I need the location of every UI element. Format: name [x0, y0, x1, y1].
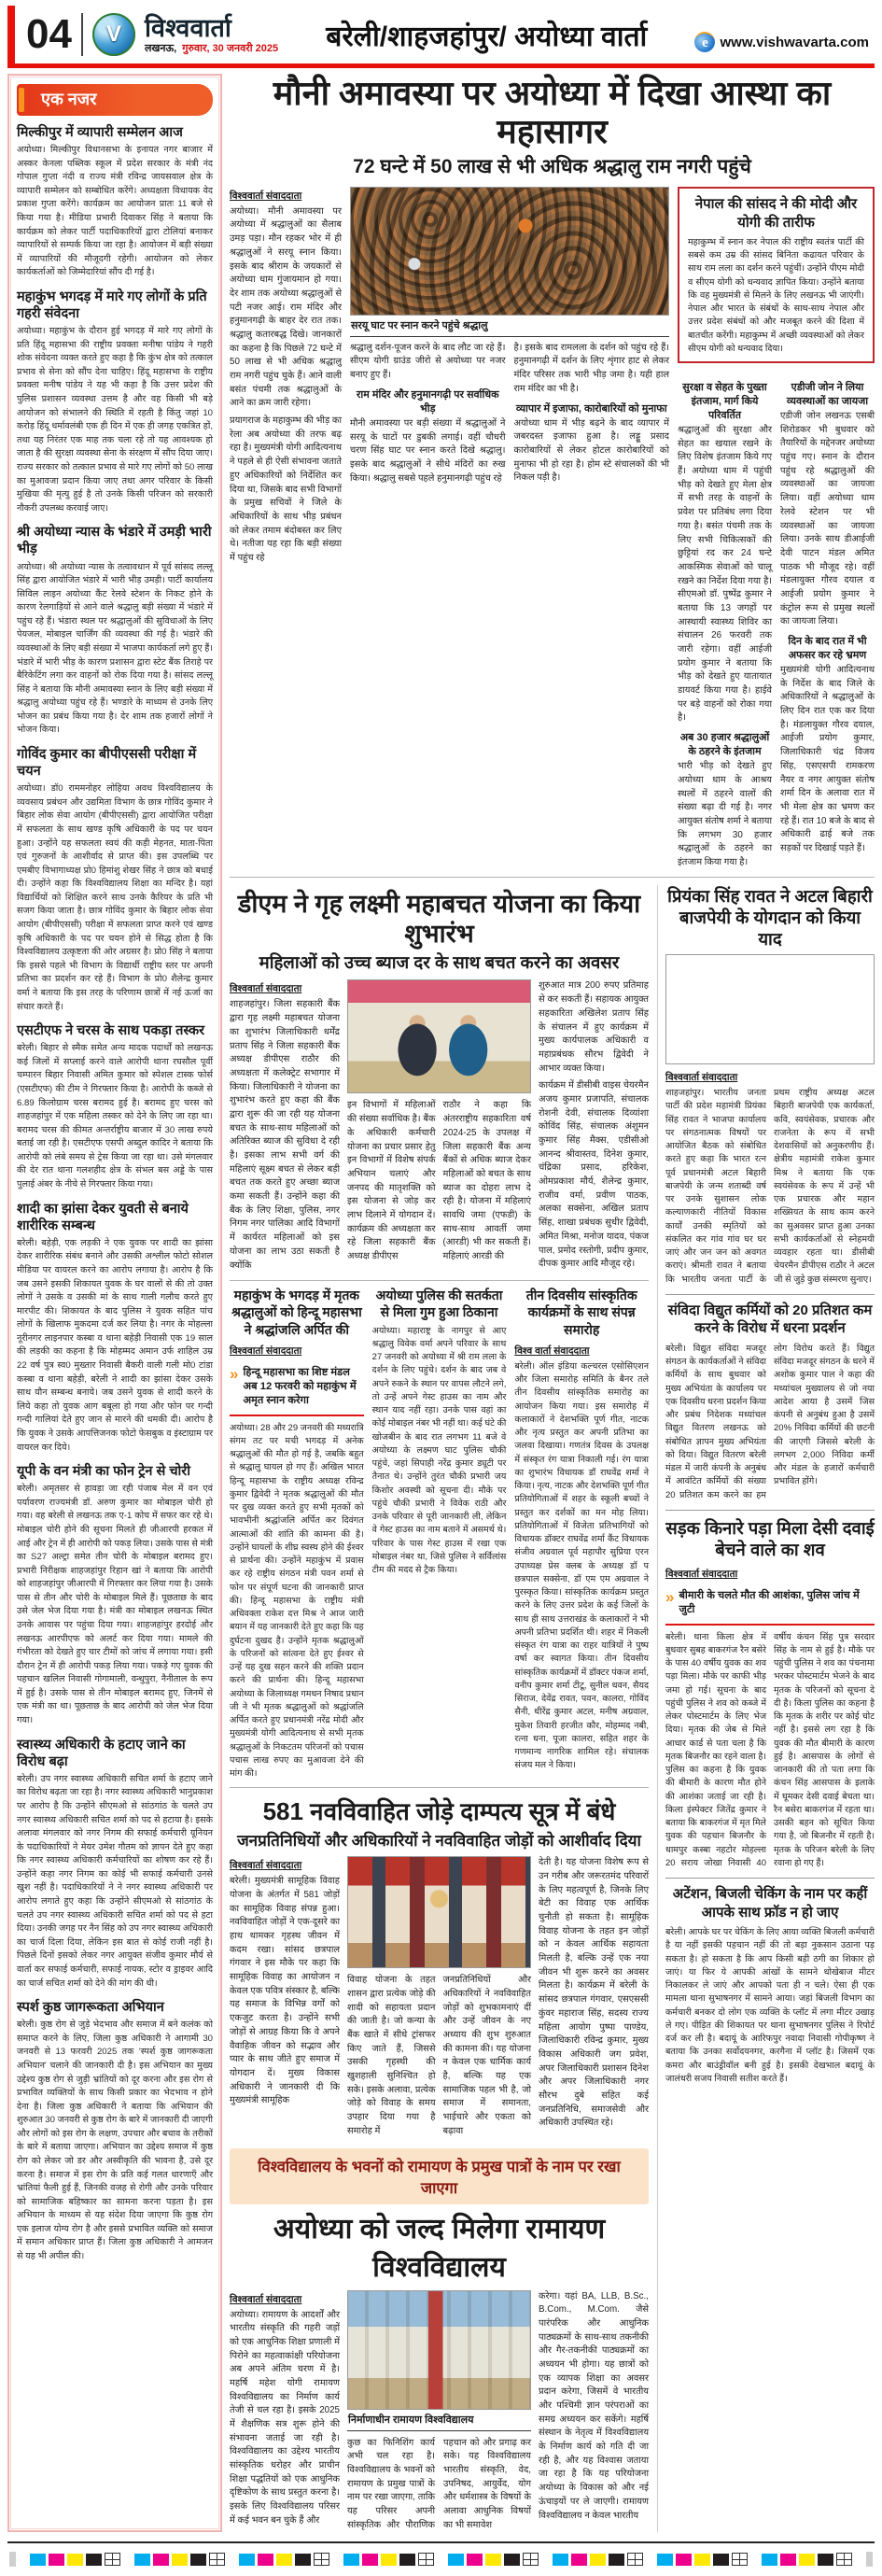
black-swatch [504, 2554, 520, 2566]
cyan-swatch [762, 2554, 777, 2566]
yellow-swatch [381, 2554, 397, 2566]
print-color-strip [7, 2541, 875, 2572]
roadside-body-article [665, 1517, 875, 1870]
mahakumbh-body: अयोध्या। 28 और 29 जनवरी की मध्यरात्रि संगम तट पर मची भगदड़ में अनेक श्रद्धालुओं की मौत हो गई है, जबकि बहुत से श्रद्धालु घायल हो गए हैं। अखिल भारत हिन्दू महासभा के राष्ट्रीय अध्यक्ष रविन्द्र कुमार द्विवेदी ने मृतक श्रद्धालुओं की मौत पर दुख व्यक्त करते हुए सभी मृतकों को भावभीनी श्रद्धांजलि अर्पित कर दिवंगत आत्माओं की शांति की कामना की है। उन्होंने घायलों के शीघ्र स्वस्थ होने की ईश्वर से प्रार्थना की। उन्होंने महाकुंभ में प्रवास कर रहे राष्ट्रीय संगठन मंत्री पवन शर्मा से फोन पर संपूर्ण घटना की जानकारी प्राप्त की। हिन्दू महासभा के राष्ट्रीय मंत्री अधिवक्ता राकेश दत्त मिश्र ने आज जारी बयान में यह जानकारी देते हुए कहा कि यह दुर्घटना दुखद है। उन्होंने मृतक श्रद्धालुओं के परिजनों को सांत्वना देते हुए ईश्वर से उन्हें यह दुख सहन करने की शक्ति प्रदान करने की प्रार्थना की। हिन्दू महासभा अयोध्या के जिलाध्यक्ष गमधन निषाद प्रधान जी ने भी मृतक श्रद्धालुओं को श्रद्धांजलि अर्पित करते हुए प्रधानमंत्री नरेंद्र मोदी और मुख्यमंत्री योगी आदित्यनाथ से सभी मृतक श्रद्धालुओं के निकटतम परिजनों को पचास पचास लाख रुपए का मुआवजा देने की मांग की। [230, 1422, 364, 1779]
sidebar-story-body: अयोध्या। मिल्कीपुर विधानसभा के इनायत नगर बाजार में अस्कर केनला पब्लिक स्कूल में प्रदेश सरकार के मंत्री नंद गोपाल गुप्ता नंदी व राज्य मंत्री रविन्द्र जायसवाल क्षेत्र के व्यापारी सम्मेलन को सम्बोधित करेंगे। अध्यक्षता विधायक वेद प्रकाश गुप्ता करेंगे। कार्यक्रम का आयोजन प्रातः 11 बजे से किया गया है। मीडिया प्रभारी दिवाकर सिंह ने बताया कि कार्यक्रम को लेकर पार्टी पदाधिकारियों द्वारा टोलियां बनाकर व्यापारियों से सम्पर्क किया जा रहा है। आयोजन में बड़ी संख्या में व्यापारियों की मौजूदगी रहेगी। आयोजन को लेकर कार्यकर्ताओं को जिम्मेदारियां सौंप दी गई है। [17, 145, 213, 278]
mahakumbh-pullquote-text: हिन्दू महासभा का शिष्ट मंडल अब 12 फरवरी को महाकुंभ में अमृत स्नान करेगा [243, 1366, 357, 1407]
strip-end-cap [9, 2552, 16, 2567]
lead-subhead-ram-mandir: राम मंदिर और हनुमानगढ़ी पर सर्वाधिक भीड़ [356, 388, 499, 415]
page-number: 04 [26, 11, 72, 57]
yellow-swatch [799, 2554, 815, 2566]
sidebar-story-body: बरेली। बिहार से स्मैक समेत अन्य मादक पदार्थों को लखनऊ कई जिलों में सप्लाई करने वाले आरोपी थाना रघसौल पूर्वी चम्पारन बिहार निवासी अमित कुमार को स्पेशल टास्क फोर्स (एसटीएफ) की टीम ने गिरफ्तार किया है। आरोपी के कब्जे से 6.89 किलोग्राम चरस बरामद हुई है। बरामद हुए चरस को शाहजहांपुर में एक महिला तस्कर को देने के लिए जा रहा था। बरामद चरस की कीमत अन्तर्राष्ट्रीय बाजार में 30 लाख रुपये बताई जा रही है। एसटीएफ एसपी अब्दुल कादिर ने बताया कि आरोपी को लंबे समय से ट्रेस किया जा रहा था। उसे मंगलवार की देर रात थाना गलशहीद क्षेत्र के संभल बस अड्डे के पास पुलाई अंबर के नीचे से गिरफ्तार किया गया। [17, 1043, 213, 1189]
samvida-headline: संविदा विद्युत कर्मियों को 20 प्रतिशत कम करने के विरोध में धरना प्रदर्शन [667, 1302, 873, 1337]
section-divider [230, 877, 875, 878]
sidebar-story [17, 124, 213, 280]
dateline-date: गुरुवार, 30 जनवरी 2025 [182, 42, 279, 54]
wedding-col-text: देती है। यह योजना विशेष रूप से उन गरीब और जरूरतमंद परिवारों के लिए महत्वपूर्ण है, जिनके लिए बेटी का विवाह एक आर्थिक चुनौती हो सकता है। सामूहिक विवाह योजना के तहत इन जोड़ों को न केवल आर्थिक सहायता मिलती है, बल्कि उन्हें एक नया जीवन भी शुरू करने का अवसर मिलता है। कार्यक्रम में बरेली के सांसद छत्रपाल गंगवार, एसएससी कुंवर महाराज सिंह, सदस्य राज्य महिला आयोग पुष्पा पाण्डेय, जिलाधिकारी रविन्द्र कुमार, मुख्य विकास अधिकारी जग प्रवेश, अपर जिलाधिकारी प्रशासन दिनेश और अपर जिलाधिकारी नगर सौरभ दुबे सहित कई जनप्रतिनिधि, समाजसेवी और अधिकारी उपस्थित रहे। [539, 1857, 649, 2129]
wedding-byline: विश्ववार्ता संवाददाता [230, 1860, 302, 1872]
cmyk-color-group [657, 2553, 748, 2566]
lead-col-text: भारी भीड़ को देखते हुए अयोध्या धाम के आश्रय स्थलों में ठहरने वालों की संख्या बढ़ा दी गई है। नगर आयुक्त संतोष शर्मा ने बताया कि लगभग 30 हजार श्रद्धालुओं के ठहरने का इंतजाम किया गया है। [678, 761, 772, 867]
priyanka-body: शाहजहांपुर। भारतीय जनता पार्टी की प्रदेश महामंत्री प्रियंका सिंह रावत ने भाजपा कार्यालय पर संगठनात्मक विषयों पर आयोजित बैठक को संबोधित करते हुए कहा कि भारत रत्न पूर्व प्रधानमंत्री अटल बिहारी बाजपेयी के जन्म शताब्दी वर्ष पर उनके सुशासन लोक कल्याणकारी नीतियों विकास कार्यों उनकी स्मृतियों को संकलित कर गांव गांव घर घर जाएं और जन जन को अवगत कराएं। श्रीमती रावत ने बताया कि भारतीय जनता पार्टी के प्रथम राष्ट्रीय अध्यक्ष अटल बिहारी बाजपेयी एक कार्यकर्ता, कवि, स्वयंसेवक, प्रचारक और राजनेता के रूप में सभी देशवासियों को अनुकरणीय हैं। क्षेत्रीय महामंत्री राकेश कुमार मिश्र ने बताया कि एक स्वयंसेवक के रूप में उन्हें भी एक प्रचारक और महान शख्सियत के साथ काम करने का सुअवसर प्राप्त हुआ उनका सभी कार्यकर्ताओं से स्नेहमयी व्यवहार रहता था। डीसीबी चेयरमैन डीपीएस राठौर ने अटल जी से जुड़े कुछ संस्मरण सुनाए। [665, 1088, 875, 1285]
rail-divider [665, 1294, 875, 1295]
black-swatch [86, 2554, 102, 2566]
registration-mark-icon [418, 2553, 434, 2566]
lead-headline: मौनी अमावस्या पर अयोध्या में दिखा आस्था का महासागर [273, 74, 832, 151]
sidebar-story-headline: एसटीएफ ने चरस के साथ पकड़ा तस्कर [17, 1023, 205, 1039]
strip-end-cap [866, 2552, 873, 2567]
dm-col-text: शुरुआत मात्र 200 रुपए प्रतिमाह से कर सकती हैं। सहायक आयुक्त सहकारिता अखिलेश प्रताप सिंह के संचालन में हुए कार्यक्रम में मुख्य कार्यपालक अधिकारी व महाप्रबंधक सौरभ द्विवेदी ने आभार व्यक्त किया। [539, 980, 649, 1074]
lead-col-text: श्रद्धालु दर्शन-पूजन करने के बाद लौट जा रहे हैं। सीएम योगी ग्राउंड जीरो से अयोध्या पर नजर बनाए हुए हैं। [350, 342, 506, 381]
sidebar-story-headline: मिल्कीपुर में व्यापारी सम्मेलन आज [17, 125, 183, 140]
dm-subheadline: महिलाओं को उच्च ब्याज दर के साथ बचत करने का अवसर [259, 952, 620, 973]
samvida-protest-article [665, 1302, 875, 1502]
brand-block [145, 15, 278, 54]
mahakumbh-byline: विश्ववार्ता संवाददाता [230, 1344, 302, 1357]
university-headline: अयोध्या को जल्द मिलेगा रामायण विश्वविद्यालय [273, 2213, 606, 2283]
electricity-fraud-article [665, 1885, 875, 2086]
yellow-swatch [172, 2554, 188, 2566]
yellow-swatch [694, 2554, 710, 2566]
dm-byline: विश्ववार्ता संवाददाता [230, 983, 302, 995]
cmyk-color-group [448, 2553, 539, 2566]
sidebar-story [17, 1463, 213, 1728]
mass-wedding-article [230, 1794, 649, 2138]
yellow-swatch [276, 2554, 292, 2566]
nepal-box-title: नेपाल की सांसद ने की मोदी और योगी की तारीफ [694, 195, 858, 231]
dm-col-text: इन विभागों में महिलाओं की संख्या सर्वाधिक है। बैंक के अधिकारी कर्मचारी योजना का प्रचार प्रसार हेतु इन विभागों में विशेष संपर्क अभियान चलाएं और जनपद की मातृशक्ति को इस योजना से जोड़ कर लाभ दिलाने में योगदान दें। कार्यक्रम की अध्यक्षता कर रहे जिला सहकारी बैंक अध्यक्ष डीपीएस [347, 1100, 436, 1261]
university-col-text: कुछ का फिनिशिंग कार्य अभी चल रहा है। विश्वविद्यालय के भवनों को रामायण के प्रमुख पात्रों के नाम पर रखा जाएगा, ताकि यह परिसर अपनी सांस्कृतिक और पौराणिक पहचान को और प्रगाढ़ कर सके। यह विश्वविद्यालय भारतीय संस्कृति, वेद, उपनिषद, आयुर्वेद, योग और धर्मशास्त्र के विषयों के अलावा आधुनिक विषयों का भी समावेश [347, 2437, 531, 2530]
sidebar-story [17, 1737, 213, 1992]
section-divider [230, 1787, 649, 1788]
cultural-festival-article [514, 1287, 649, 1781]
sidebar-story [17, 1201, 213, 1456]
rail-divider [665, 1510, 875, 1511]
logo-letter: V [105, 21, 121, 47]
lead-col-text: मौनी अमावस्या पर बड़ी संख्या में श्रद्धालुओं ने सरयू के घाटों पर डुबकी लगाई। वहीं चौधरी चरण सिंह घाट पर स्नान करते दिखे श्रद्धालु। इसके बाद श्रद्धालुओं ने सीधे मंदिरों का रुख किया। श्रद्धालु सबसे पहले हनुमानगढ़ी पहुंच रहे [350, 417, 506, 484]
black-swatch [818, 2554, 833, 2566]
university-strip-headline: विश्वविद्यालय के भवनों को रामायण के प्रमुख पात्रों के नाम पर रखा जाएगा [230, 2148, 649, 2204]
university-photo-caption: निर्माणाधीन रामायण विश्वविद्यालय [347, 2410, 531, 2431]
cultural-byline: विश्व वार्ता संवाददाता [514, 1344, 590, 1357]
cyan-swatch [657, 2554, 673, 2566]
samvida-body: बरेली। विद्युत संविदा मजदूर संगठन के कार्यकर्ताओं ने संविदा कर्मियों के साथ बुधवार को मुख्य अभियंता के कार्यालय पर एक दिवसीय धरना प्रदर्शन किया और प्रबंध निदेशक मध्यांचल विद्युत वितरण लखनऊ को संबोधित ज्ञापन मुख्य अभियंता को दिया। विद्युत वितरण बरेली मंडल में जारी कंपनी के अनुबंध में आवंटित कर्मियों की संख्या 20 प्रतिशत कम करने का हम लोग विरोध करते हैं। विद्युत संविदा मजदूर संगठन के धरने में अशोक कुमार पाल ने कहा की मध्यांचल मुख्यालय से जो नया आदेश आया है उसमें जिस कंपनी से अनुबंध हुआ है उसमें 20% निविदा कर्मियों की छटनी की जाएगी जिससे बरेली के लगभग 2,000 निविदा कर्मी और मंडल के हजारों कर्मचारी प्रभावित होंगे। [665, 1343, 875, 1500]
magenta-swatch [258, 2554, 273, 2566]
wedding-col-text: जनप्रतिनिधियों और अधिकारियों ने नवविवाहित जोड़ों को शुभकामनाएं दीं और उन्हें जीवन के नए अध्याय की शुभ शुरुआत की कामना की। यह योजना न केवल एक धार्मिक कार्य है, बल्कि यह एक सामाजिक पहल भी है, जो समाज में समानता, भाईचारे और एकता को बढ़ावा [442, 1975, 531, 2136]
university-col-text: अयोध्या। रामायण के आदर्शों और भारतीय संस्कृति की गहरी जड़ों को एक आधुनिक शिक्षा प्रणाली में पिरोने का महत्वाकांक्षी परियोजना अब अपने अंतिम चरण में है। महर्षि महेश योगी रामायण विश्वविद्यालय का निर्माण कार्य तेजी से चल रहा है। इसके 2025 में शैक्षणिक सत्र शुरू होने की संभावना जताई जा रही है। विश्वविद्यालय का उद्देश्य भारतीय सांस्कृतिक धरोहर और प्राचीन शिक्षा पद्धतियों को एक आधुनिक दृष्टिकोण के साथ प्रस्तुत करना है। इसके लिए विश्वविद्यालय परिसर में कई भवन बन चुके हैं और [230, 2309, 340, 2526]
lead-subhead-adg-zone: एडीजी जोन ने लिया व्यवस्थाओं का जायजा [786, 382, 869, 408]
dateline-city: लखनऊ, [144, 42, 177, 54]
lead-col-text: एडीजी जोन लखनऊ एसबी शिरोडकर भी बुधवार को तैयारियों के मद्देनजर अयोध्या पहुंच गए। स्नान के दौरान पहुंच रहे श्रद्धालुओं की व्यवस्थाओं का जायजा लिया। वहीं अयोध्या धाम रेलवे स्टेशन पर भी व्यवस्थाओं का जायजा लिया। उनके साथ डीआईजी देवी पाटन मंडल अमित पाठक भी मौजूद रहे। वहीं मंडलायुक्त गौरव दयाल व आईजी प्रयोग कुमार ने कंट्रोल रूम से प्रमुख स्थलों का जायजा लिया। [780, 411, 875, 627]
sidebar-story-headline: स्वास्थ्य अधिकारी के हटाए जाने का विरोध बढ़ा [17, 1737, 186, 1769]
masthead [7, 6, 875, 68]
mass-wedding-photo [347, 1856, 531, 1968]
shav-body: बरेली। थाना किला क्षेत्र में बुधवार सुबह बाकरगंज रैन बसेरे के पास 40 वर्षीय युवक का शव पड़ा मिला। मौके पर काफी भीड़ जमा हो गई। सूचना के बाद पहुंची पुलिस ने शव को कब्जे में लेकर पोस्टमार्टम के लिए भेज दिया। मृतक की जेब से मिले आधार कार्ड से पता चला है कि मृतक बिजनौर का रहने वाला है। पुलिस का कहना है कि युवक की बीमारी के कारण मौत होने की आशंका जताई जा रही है। किला इंस्पेक्टर जितेंद्र कुमार ने बताया कि बाकरगंज में मृत मिले युवक की पहचान बिजनौर के धामपुर कस्बा नहटोर मोहल्ला 20 सराय जोखा निवासी 40 वर्षीय कंचन सिंह पुत्र सरदार सिंह के नाम से हुई है। मौके पर पहुंची पुलिस ने शव का पंचनामा भरकर पोस्टमार्टम भेजने के बाद मृतक के परिजनों को सूचना दे दी है। किला पुलिस का कहना है कि मृतक के शरीर पर कोई चोट नहीं है। इससे लग रहा है कि युवक की मौत बीमारी के कारण हुई है। आसपास के लोगों से जानकारी की तो पता लगा कि कंचन सिंह आसपास के इलाके में घूमकर देसी दवाई बेचता था। रैन बसेरा बाकरगंज में रहता था। उसकी बहन को सूचित किया गया है, जो बिजनौर में रहती है। मृतक के परिजन बरेली के लिए रवाना हो गए हैं। [665, 1631, 875, 1868]
dateline [145, 43, 278, 54]
cultural-body: बरेली। ऑल इंडिया कल्चरल एसोसिएशन और जिला समारोह समिति के बैनर तले तीन दिवसीय सांस्कृतिक समारोह का आयोजन किया गया। इस समारोह में कलाकारों ने देशभक्ति पूर्ण गीत, नाटक और नृत्य प्रस्तुत कर अपनी प्रतिभा का जलवा दिखाया। गणतंत्र दिवस के उपलक्ष में संस्कृत रंग यात्रा निकाली गई। रंग यात्रा का शुभारंभ विधायक डॉ राघवेंद्र शर्मा ने किया। नृत्य, नाटक और देशभक्ति पूर्ण गीत प्रतियोगिताओं में शहर के स्कूली बच्चों ने प्रस्तुत कर दर्शकों का मन मोह लिया। प्रतियोगिताओं में विजेता प्रतिभागियों को विधायक डॉक्टर राघवेंद्र शर्मा कैंट विधायक संजीव अग्रवाल पूर्व महापौर सुप्रिया एरन उपाध्यक्ष प्रेस क्लब के अध्यक्ष डॉ प छत्रपाल सक्सेना, डॉ एम एम अग्रवाल ने पुरस्कृत किया। सांस्कृतिक कार्यक्रम प्रस्तुत करने के लिए उत्तर प्रदेश के कई जिलों के साथ ही साथ उत्तराखंड के कलाकारों ने भी अपनी प्रतिभा प्रदर्शित थी। शहर में निकली संस्कृत रंग यात्रा का राहर यात्रियों ने पुष्प वर्षा कर स्वागत किया। तीन दिवसीय सांस्कृतिक कार्यक्रमों में डॉक्टर पंकज शर्मा, वनीप कुमार शर्मा टीटू, सुनील धवन, सैयद सिराज, देवेंद्र रावत, पवन, कालरा, गोविंद सैनी, धीरेंद्र कुमार अटल, मनीष अग्रवाल, मुकेश तिवारी हरजीत कौर, मोहम्मद नबी, रत्ना धना, पूजा कालरा, सहित शहर के गणमान्य नागरिक शामिल रहे। संचालक संजय मल ने किया। [514, 1360, 650, 1771]
black-swatch [295, 2554, 311, 2566]
university-building-photo [347, 2290, 531, 2410]
sidebar-story-body: बरेली। कुष्ठ रोग से जुड़े भेदभाव और समाज में बने कलंक को समाप्त करने के लिए, जिला कुष्ठ अधिकारी ने आगामी 30 जनवरी से 13 फरवरी 2025 तक 'स्पर्श कुष्ठ जागरूकता अभियान' चलाने की जानकारी दी है। इस अभियान का मुख्य उद्देश्य कुष्ठ रोग से जुड़ी भ्रांतियों को दूर करना और इस रोग से प्रभावित व्यक्तियों के साथ किसी प्रकार का भेदभाव न होने देना है। जिला कुष्ठ अधिकारी ने बताया कि अभियान की शुरुआत 30 जनवरी से कुष्ठ रोग के बारे में जानकारी दी जाएगी और लोगों को इस रोग के लक्षण, उपचार और बचाव के तरीकों के बारे में बताया जाएगा। अभियान का उद्देश्य समाज में कुष्ठ रोग को लेकर जो डर और अस्वीकृति की भावना है, उसे दूर करना है। समाज में इस रोग के प्रति कई गलत धारणाएँ और भ्रांतियां फैली हुई हैं, जिनकी वजह से रोगी और उनके परिवार को सामाजिक बहिष्कार का सामना करना पड़ता है। इस अभियान के माध्यम से यह संदेश दिया जाएगा कि कुष्ठ रोग एक इलाज योग्य रोग है और इससे प्रभावित व्यक्ति को समाज में समान अधिकार प्राप्त हैं। जिला कुष्ठ अधिकारी ने आमजन से यह भी अपील की। [17, 2020, 213, 2262]
lead-byline: विश्ववार्ता संवाददाता [230, 190, 302, 202]
yellow-swatch [67, 2554, 83, 2566]
university-byline: विश्ववार्ता संवाददाता [230, 2293, 302, 2305]
lead-subhead-30-hazar: अब 30 हजार श्रद्धालुओं के ठहरने के इंतजाम [679, 732, 770, 758]
dm-col-text: शाहजहांपुर। जिला सहकारी बैंक द्वारा गृह लक्ष्मी महाबचत योजना का शुभारंभ जिलाधिकारी धर्मेंद्र प्रताप सिंह ने जिला सहकारी बैंक अध्यक्ष डीपीएस राठौर की अध्यक्षता में कलेक्ट्रेट सभागार में किया। जिलाधिकारी ने योजना का शुभारंभ करते हुए कहा की बैंक द्वारा शुरू की जा रही यह योजना बचत के साथ-साथ महिलाओं को अतिरिक्त ब्याज की सुविधा दे रही है। इसका लाभ सभी वर्ग की महिलाएं सूक्ष्म बचत से लेकर बड़ी बचत तक करते हुए अच्छा ब्याज कमा सकती हैं। उन्होंने कहा की बैंक के लिए शिक्षा, पुलिस, नगर निगम नगर पालिका आदि विभागों में कार्यरत महिलाओं को इस योजना का लाभ उठा सकती है क्योंकि [230, 999, 340, 1271]
lead-col-text: अयोध्या धाम में भीड़ बढ़ने के बाद व्यापार में जबरदस्त इजाफा हुआ है। लड्डू प्रसाद कारोबारियों से लेकर होटल कारोबारियों को मुनाफा भी हो रहा है। होम स्टे संचालकों की भी निकल पड़ी है। [513, 417, 669, 484]
sidebar-story [17, 1022, 213, 1191]
mahakumbh-tribute-article [230, 1287, 364, 1781]
website-link[interactable]: www.vishwavarta.com [720, 34, 869, 50]
masthead-divider [81, 13, 83, 56]
bjp-meeting-group-photo [665, 954, 875, 1064]
yellow-swatch [485, 2554, 501, 2566]
sidebar-story-body: अयोध्या। महाकुंभ के दौरान हुई भगदड़ में मारे गए लोगों के प्रति हिंदू महासभा की राष्ट्रीय प्रवक्ता मनीषा पांडेय ने गहरी शोक संवेदना व्यक्त करते हुए कहा है कि कुंभ क्षेत्र को तत्काल प्रभाव से सेना को सौंप देना चाहिए। हिंदू महासभा के राष्ट्रीय प्रवक्ता मनीष पांडेय ने यह भी कहा है कि उत्तर प्रदेश की पुलिस प्रशासन व्यवस्था उत्तम है और वह किसी भी बड़े आयोजन को संभालने की स्थिति में रहती है किंतु जहां 10 करोड़ हिंदू धर्मावलंबी एक ही दिन में एक ही जगह एकत्रित हों, तथा यह निरंतर एक माह तक चला रहे तो यह आवश्यक हो जाता है की सुरक्षा व्यवस्था सेना के संरक्षण में सौंप दिया जाए। राज्य सरकार को तत्काल प्रभाव से मारे गए लोगों को 50 लाख का मुआवजा प्रदान किया जाए तथा अगर परिवार के किसी मुखिया की मृत्यु हुई है तो उनके किसी परिजन को सरकारी नौकरी उपलब्ध करवाई जाए। [17, 326, 213, 514]
cyan-swatch [448, 2554, 464, 2566]
magenta-swatch [780, 2554, 796, 2566]
cmyk-color-group [762, 2553, 852, 2566]
priyanka-byline: विश्ववार्ता संवाददाता [665, 1072, 738, 1084]
shav-pullquote [665, 1587, 875, 1626]
magenta-swatch [571, 2554, 587, 2566]
nepal-box-body: महाकुम्भ में स्नान कर नेपाल की राष्ट्रीय स्वतंत्र पार्टी की सबसे कम उम्र की सांसद बिनिता कढायत परिवार के साथ राम लला का दर्शन करने पहुंचीं। उन्होंने पीएम मोदी व सीएम योगी को धन्यवाद ज्ञापित किया। उन्होंने बताया कि वह मुख्यमंत्री से मिलने के लिए लखनऊ भी जाएंगी। नेपाल और भारत के संबंधों के साथ-साथ नेपाल और उत्तर प्रदेश संबंधों को और मजबूत करने की दिशा में बातचीत करेंगी। महाकुम्भ में अच्छी व्यवस्थाओं को लेकर सीएम योगी को धन्यवाद दिया। [688, 236, 864, 354]
cultural-headline: तीन दिवसीय सांस्कृतिक कार्यक्रमों के साथ संपन्न समारोह [525, 1288, 637, 1337]
sidebar-story-body: बरेली। बहेड़ी, एक लड़की ने एक युवक पर शादी का झांसा देकर शारीरिक संबंध बनाने और उसकी अश्लील फोटो सोशल मीडिया पर वायरल करने का आरोप लगाया है। आरोप है कि जब उसने इसकी शिकायत युवक के घर वालों से की तो उक्त लोगों ने उसके व उसकी मां के साथ गाली गलौच करते हुए मारपीट की। शिकायत के बाद पुलिस ने युवक सहित पांच लोगों के खिलाफ मुकदमा दर्ज कर लिया है। नगर के मोहल्ला नूरीनगर लाइनपार कस्बा व थाना बहेड़ी निवासी एक 19 साल की लड़की का कहना है कि मोहम्मद अमान उर्फ शाहिल उम्र 22 वर्ष पुत्र स्व0 मुख्तार निवासी बैकरी वाली गली मो0 टांडा कस्बा व थाना बहेड़ी, बरेली ने शादी का झांसा देकर उसके साथ यौन सम्बन्ध बनाये। जब उसने युवक से शादी करने के लिये कहा तो युवक आग बबूला हो गया और फोन पर गन्दी गन्दी गालियां देते हुए जान से मारने की धमकी दी। आरोप है कि युवक ने उसके आपत्तिजनक फोटो फेसबुक व इंस्टाग्राम पर वायरल कर दिये। [17, 1237, 213, 1453]
brand-name: विश्ववार्ता [144, 14, 231, 43]
cmyk-color-group [239, 2553, 329, 2566]
priyanka-headline: प्रियंका सिंह रावत ने अटल बिहारी बाजपेयी के योगदान को किया याद [667, 885, 873, 949]
dm-yojana-article [230, 889, 649, 1274]
priyanka-rawat-article [665, 885, 875, 1287]
wedding-headline: 581 नवविवाहित जोड़े दाम्पत्य सूत्र में बंधे [262, 1797, 616, 1826]
sidebar-story-headline: श्री अयोध्या न्यास के भंडारे में उमड़ी भारी भीड़ [17, 525, 212, 557]
magenta-swatch [676, 2554, 692, 2566]
cyan-swatch [30, 2554, 46, 2566]
black-swatch [713, 2554, 729, 2566]
lead-subhead-vyapar: व्यापार में इजाफा, कारोबारियों को मुनाफा [515, 402, 667, 415]
globe-v-logo-icon [92, 13, 135, 56]
lead-subhead-suraksha: सुरक्षा व सेहत के पुख्ता इंतजाम, मार्ग किये परिवर्तित [682, 382, 767, 422]
website-block [694, 32, 869, 52]
magenta-swatch [49, 2554, 64, 2566]
sidebar-story-body: अयोध्या। श्री अयोध्या न्यास के तत्वावधान में पूर्व सांसद लल्लू सिंह द्वारा आयोजित भंडारे में भारी भीड़ उमड़ी। पार्टी कार्यालय सिविल लाइन अयोध्या कैंट रेलवे स्टेशन के निकट होने के कारण रेलगाड़ियों से आने वाले श्रद्धालु बड़ी संख्या में भंडारे में पहुंच रहे हैं। भंडारा स्थल पर श्रद्धालुओं की सुविधाओं के लिए पेयजल, मोबाइल चार्जिंग की व्यवस्था की गई है। भंडारे की व्यवस्थाओं के लिए बड़ी संख्या में भाजपा कार्यकर्ता लगे हुए हैं। भंडारे में भारी भीड़ के कारण प्रशासन द्वारा स्टेट बैंक तिराहे पर बैरिकेटिंग लगा कर वाहनों को रोक दिया गया है। सांसद लल्लू सिंह ने बताया कि मौनी अमावस्या स्नान के लिए बड़ी संख्या में श्रद्धालु अयोध्या पहुंच रहे हैं। भण्डारे के माध्यम से उनके लिए भोजन का प्रबंध किया गया है। देर शाम तक हजारों लोगों ने भोजन किया। [17, 561, 213, 736]
police-headline: अयोध्या पुलिस की सतर्कता से मिला गुम हुआ ठिकाना [375, 1288, 503, 1320]
magenta-swatch [362, 2554, 378, 2566]
black-swatch [190, 2554, 206, 2566]
black-swatch [609, 2554, 624, 2566]
registration-mark-icon [836, 2553, 852, 2566]
browser-e-icon: e [694, 32, 715, 52]
attention-body: बरेली। आपके घर पर चेकिंग के लिए आया व्यक्ति बिजली कर्मचारी है या नहीं इसकी पहचान नहीं की तो बड़ा नुकसान उठाना पड़ सकता है। हो सकता है कि आप किसी बड़ी ठगी का शिकार हो जाएं। या फिर ये आपकी आंखों के सामने धोखेबाज मीटर निकालकर ले जाएं और आपको पता ही न चले। ऐसा ही एक मामला थाना सुभाषनगर में सामने आया। जहां बिजली विभाग का कर्मचारी बनकर दो लोग एक व्यक्ति के प्लॉट में लगा मीटर उखाड़ ले गए। पीड़ित की शिकायत पर थाना सुभाषनगर पुलिस ने रिपोर्ट दर्ज कर ली है। बदायूं के आरिफपुर नवादा निवासी गोपीकृष्ण ने बताया कि उनका सर्वोदयनगर, करगैना में प्लॉट है। जिसमें एक कमरा और बाउंड्रीवॉल बनी हुई है। इसकी देखभाल बदायूं के जालंधरी सजय निवासी सतीश करते हैं। [665, 1927, 875, 2084]
registration-mark-icon [105, 2553, 120, 2566]
sidebar-story [17, 746, 213, 1014]
lead-intro-2: प्रयागराज के महाकुम्भ की भीड़ का रेला अब अयोध्या की तरफ बढ़ रहा है। मुख्यमंत्री योगी आदित्यनाथ ने पहले से ही ऐसी संभावना जताते हुए अधिकारियों को निर्देशित कर दिया था, जिसके बाद सभी विभागों के प्रमुख सचिवों ने जिले के अधिकारियों के साथ भीड़ प्रबंधन को लेकर तमाम बंदोबस्त कर लिए थे। नतीजा यह रहा कि बड़ी संख्या में पहुंच रहे [230, 415, 342, 563]
sidebar-story-body: बरेली। उप नगर स्वास्थ्य अधिकारी सचित शर्मा के हटाए जाने का विरोध बढ़ता जा रहा है। नगर स्वास्थ्य अधिकारी भानुप्रकाश पर आरोप है कि उन्होंने सीएमओ से सांठगांठ के चलते उप नगर स्वास्थ्य अधिकारी सचित शर्मा को पद से हटाया है। इसके अलावा मंगलवार को नगर निगम की सफाई कर्मचारी यूनियन के पदाधिकारियों ने मेयर उमेश गौतम को ज्ञापन देते हुए कहा कि नगर स्वास्थ्य अधिकारी कर्मचारियों का शोषण कर रहे हैं। उन्होंने कहा नगर निगम का कोई भी सफाई कर्मचारी उनसे खुश नहीं है। पदाधिकारियों ने ने नगर स्वास्थ्य अधिकारी पर आरोप लगाते हुए कहा कि उन्होंने सीएमओ से सांठगांठ के चलते उप नगर स्वास्थ्य अधिकारी सचित शर्मा को पद से हटा दिया। उनकी जगह पर नैन सिंह को उप नगर स्वास्थ्य अधिकारी का चार्ज दिला दिया, लेकिन इस बात से कोई राजी नहीं है। पिछले दिनों इसको लेकर नगर आयुक्त संजीव कुमार मौर्य से वार्ता कर सफाई कर्मचारी, सफाई नायक, स्टोर व ड्राइवर आदि का चार्ज सचित शर्मा को देने की मांग की थी। [17, 1773, 214, 1989]
registration-mark-icon [732, 2553, 748, 2566]
sidebar-story [17, 289, 213, 515]
cmyk-color-group [30, 2553, 120, 2566]
lead-col-text: मुख्यमंत्री योगी आदित्यनाथ के निर्देश के बाद जिले के अधिकारियों ने श्रद्धालुओं के लिए दिन रात एक कर दिया है। मंडलायुक्त गौरव दयाल, आईजी प्रयोग कुमार, जिलाधिकारी चंद्र विजय सिंह, एसएसपी रामकरण नैयर व नगर आयुक्त संतोष शर्मा दिन के अलावा रात में भी मेला क्षेत्र का भ्रमण कर रहे हैं। रात 10 बजे के बाद से अधिकारी ढाई बजे तक सड़कों पर दिखाई पड़ते हैं। [780, 665, 875, 853]
sidebar-story-headline: स्पर्श कुष्ठ जागरूकता अभियान [17, 2000, 164, 2016]
cmyk-color-group [134, 2553, 225, 2566]
sidebar-story-body: अयोध्या। डॉ0 राममनोहर लोहिया अवध विश्वविद्यालय के व्यवसाय प्रबंधन और उद्यमिता विभाग के छात्र गोविंद कुमार ने बिहार लोक सेवा आयोग (बीपीएससी) द्वारा आयोजित परीक्षा में सफलता के साथ खण्ड कृषि अधिकारी के पद पर चयन हुआ। उन्होंने यह सफलता स्वयं की कड़ी मेहनत, माता-पिता एवं गुरुजनों के आशीर्वाद से प्राप्त की। इस उपलब्धि पर एमबीए विभागाध्यक्ष प्रो0 हिमांशु शेखर सिंह ने छात्र को बधाई दी। उन्होंने कहा कि विश्वविद्यालय शिक्षा का मन्दिर है। यहां विद्यार्थियों को शिक्षित करने साथ उनके कैरियर के प्रति भी सजग किया जाता है। छात्र गोविंद कुमार के बिहार लोक सेवा आयोग (बीपीएससी) परीक्षा में सफलता प्राप्त करने एवं खण्ड कृषि अधिकारी के पद पर चयन होने से सिद्ध होता है कि विश्वविद्यालय उत्कृष्टता की ओर अग्रसर है। प्रो0 सिंह ने बताया कि इससे पहले भी विभाग के विद्यार्थी राष्ट्रीय स्तर पर अपनी प्रतिभा का प्रदर्शन कर रहे हैं। विभाग के प्रो0 शैलेन्द्र कुमार वर्मा ने बताया कि इस तरह के परिणाम छात्रों में नई ऊर्जा का संचार करते हैं। [17, 783, 213, 1012]
dm-attendees-text: कार्यक्रम में डीसीबी वाइस चेयरमैन अजय कुमार प्रजापति, संचालक रोशनी देवी, संचालक दिव्यांशा कोविंद सिंह, संचालक अंशुमन कुमार सिंह मैक्स, एडीसीओ आनन्द श्रीवास्तव, दिनेश कुमार, चंद्रिका प्रसाद, हरिकेश, ओमप्रकाश मौर्य, शैलेन्द्र कुमार, राजीव वर्मा, प्रवीण पाठक, अलका सक्सेना, अखिल प्रताप सिंह, शाखा प्रबंधक सुधीर द्विवेदी, अमित मिश्रा, मनोज यादव, पंकज पाल, प्रमोद रस्तोगी, प्रदीप कुमार, दीपक कुमार आदि मौजूद रहे। [539, 1080, 649, 1270]
registration-mark-icon [314, 2553, 329, 2566]
sidebar-story [17, 1999, 213, 2264]
registration-mark-icon [523, 2553, 539, 2566]
police-body: अयोध्या। महाराष्ट्र के नागपुर से आए श्रद्धालु विवेक वर्मा अपने परिवार के साथ 27 जनवरी को अयोध्या में श्री राम लला के दर्शन के लिए पहुंचे। दर्शन के बाद जब वे अपने रुकने के स्थान पर वापस लौटने लगे, तो उन्हें अपने गेस्ट हाउस का नाम और स्थान याद नहीं रहा। उनके पास वहां का कोई मोबाइल नंबर भी नहीं था। कई घंटे की खोजबीन के बाद रात लगभग 11 बजे वे अयोध्या के लक्ष्मण घाट पुलिस चौकी पहुंचे, जहां सिपाही नरेंद्र कुमार ड्यूटी पर तैनात थे। उन्होंने तुरंत चौकी प्रभारी जय किशोर अवस्थी को सूचना दी। मौके पर पहुंचे चौकी प्रभारी ने विवेक राठी और उनके परिवार से पूरी जानकारी ली, लेकिन वे गेस्ट हाउस का नाम बताने में असमर्थ थे। परिवार के पास गेस्ट हाउस में रखा एक मोबाइल नंबर था, जिसे पुलिस ने सर्विलांस टीम की मदद से ट्रैक किया। [371, 1325, 507, 1576]
lead-col-text: श्रद्धालुओं की सुरक्षा और सेहत का खयाल रखने के लिए विशेष इंतजाम किये गए हैं। अयोध्या धाम में पहुंची भीड़ को देखते हुए मेला क्षेत्र में सभी तरह के वाहनों के प्रवेश पर प्रतिबंध लगा दिया गया है। बसंत पंचमी तक के लिए सभी चिकित्सकों की छुट्टियां रद कर 24 घन्टे आकस्मिक सेवाओं को चालू रखने का निर्देश दिया गया है। सीएमओ डॉ. पुष्पेंद्र कुमार ने बताया कि 13 जगहों पर आस्थायी स्वास्थ्य शिविर का संचालन 26 फरवरी तक जारी रहेगा। वहीं आईजी प्रयोग कुमार ने बताया कि भीड़ को देखते हुए यातायात डायवर्ट किया गया है। हाईवे पर बड़े वाहनों को रोका गया है। [678, 425, 772, 724]
lead-article [230, 74, 875, 870]
sidebar-story-headline: शादी का झांसा देकर युवती से बनाये शारीरिक सम्बन्ध [17, 1201, 189, 1233]
cmyk-color-group [553, 2553, 643, 2566]
shav-headline: सड़क किनारे पड़ा मिला देसी दवाई बेचने वाले का शव [665, 1517, 875, 1559]
mahakumbh-pullquote [230, 1364, 364, 1416]
cmyk-color-group [343, 2553, 434, 2566]
black-swatch [399, 2554, 415, 2566]
dm-meeting-photo [347, 979, 531, 1093]
magenta-swatch [467, 2554, 483, 2566]
registration-mark-icon [627, 2553, 643, 2566]
police-lost-guesthouse-article [372, 1287, 507, 1781]
ramayan-university-article [230, 2148, 649, 2533]
lead-subheadline: 72 घन्टे में 50 लाख से भी अधिक श्रद्धालु राम नगरी पहुंचे [353, 155, 751, 177]
double-chevron-icon: » [230, 1364, 239, 1383]
ek-nazar-title: एक नजर [41, 90, 97, 108]
ek-nazar-header [17, 84, 213, 116]
sidebar-story [17, 524, 213, 738]
rail-divider [665, 1878, 875, 1879]
cyan-swatch [553, 2554, 568, 2566]
lead-photo-caption: सरयू घाट पर स्नान करने पहुंचे श्रद्धालु [350, 316, 669, 337]
university-col-text: करेगा। यहां BA, LLB, B.Sc., B.Com., M.Com. जैसे पारंपरिक और आधुनिक पाठ्यक्रमों के साथ-साथ तकनीकी और गैर-तकनीकी पाठ्यक्रमों का अध्ययन भी होगा। यह छात्रों को एक व्यापक शिक्षा का अवसर प्रदान करेगा, जिसमें वे भारतीय और पश्चिमी ज्ञान परंपराओं का समग्र अध्ययन कर सकेंगे। महर्षि संस्थान के नेतृत्व में विश्वविद्यालय के निर्माण कार्य को गति दी जा रही है, और यह विश्वास जताया जा रहा है कि यह परियोजना अयोध्या के विकास को और नई ऊंचाइयों पर ले जाएगी। रामायण विश्वविद्यालय न केवल भारतीय [539, 2290, 649, 2521]
edition-title: बरेली/शाहजहांपुर/ अयोध्या वार्ता [326, 21, 648, 52]
shav-pullquote-text: बीमारी के चलते मौत की आशंका, पुलिस जांच में जुटी [679, 1590, 860, 1616]
nepal-mp-box [678, 187, 875, 363]
cyan-swatch [239, 2554, 255, 2566]
lead-intro-1: अयोध्या। मौनी अमावस्या पर अयोध्या में श्रद्धालुओं का सैलाब उमड़ पड़ा। मौन रहकर भोर में ही श्रद्धालुओं ने सरयू स्नान किया। इसके बाद श्रीराम के जयकारों से अयोध्या धाम गुंजायमान हो गया। देर शाम तक अयोध्या श्रद्धालुओं से पटी नजर आई। राम मंदिर और हनुमानगढ़ी के बाहर देर रात तक। श्रद्धालु कतारबद्ध दिखे। जानकारों का कहना है कि पिछले 72 घन्टे में 50 लाख से भी अधिक श्रद्धालु राम नगरी पहुंच चुके हैं। आने वाली बसंत पंचमी तक श्रद्धालुओं के आने का क्रम जारी रहेगा। [230, 205, 342, 409]
sidebar-story-body: बरेली। अमृतसर से हावड़ा जा रही पंजाब मेल में वन एवं पर्यावरण राज्यमंत्री डॉ. अरुण कुमार का मोबाइल चोरी हो गया। वह बरेली से लखनऊ तक ए-1 कोच में सफर कर रहे थे। मोबाइल चोरी होने की सूचना मिलते ही जीआरपी हरकत में आई और ट्रेन में ही आरोपी को पकड़ लिया। उसके पास से मंत्री का S27 अल्ट्रा समेत तीन चोरी के मोबाइल बरामद हुए। प्रभारी निरीक्षक शाहजहांपुर रिहान खां ने बताया कि आरोपी को शाहजहांपुर जीआरपी में गिरफ्तार कर लिया गया है। उसके पास से तीन और चोरी के मोबाइल मिले हैं। पूछताछ के बाद उसे जेल भेज दिया गया है। मंत्री का मोबाइल लखनऊ स्थित उनके आवास पर पहुंचा दिया गया। शाहजहांपुर हरदोई और लखनऊ आरपीएफ को अलर्ट कर दिया गया। मामले की गंभीरता को देखते हुए चार टीमों को जांच में लगाया गया। इसी दौरान ट्रेन में ही आरोपी पकड़ लिया गया। पकड़े गए युवक की पहचान खलिल निवासी गोगामाली, वन्धुपुरा, नैनीताल के रूप में हुई है। उसके पास से तीन मोबाइल बरामद हुए, जिनमें से एक मंत्री का था। पूछताछ के बाद आरोपी को जेल भेज दिया गया। [17, 1484, 213, 1726]
magenta-swatch [153, 2554, 169, 2566]
double-chevron-icon: » [665, 1588, 675, 1607]
sarayu-ghat-crowd-photo [350, 187, 669, 316]
lead-col-text: है। इसके बाद रामलला के दर्शन को पहुंच रहे हैं। हनुमानगढ़ी में दर्शन के लिए शृंगार हाट से लेकर मंदिर परिसर तक भारी भीड़ जमा है। यही हाल राम मंदिर का भी है। [513, 342, 669, 394]
mahakumbh-headline: महाकुंभ के भगदड़ में मृतक श्रद्धालुओं को हिन्दू महासभा ने श्रद्धांजलि अर्पित की [231, 1288, 362, 1337]
sidebar-story-headline: गोविंद कुमार का बीपीएससी परीक्षा में चयन [17, 747, 197, 780]
sidebar-story-headline: यूपी के वन मंत्री का फोन ट्रेन से चोरी [17, 1464, 190, 1480]
dm-headline: डीएम ने गृह लक्ष्मी महाबचत योजना का किया शुभारंभ [237, 889, 641, 949]
cyan-swatch [343, 2554, 359, 2566]
shav-byline: विश्ववार्ता संवाददाता [665, 1569, 738, 1581]
ek-nazar-sidebar [7, 74, 222, 2532]
dm-col-text: राठौर ने कहा कि अंतरराष्ट्रीय सहकारिता वर्ष 2024-25 के उपलक्ष में जिला सहकारी बैंक अन्य बैंकों से अधिक ब्याज देकर महिलाओं को बचत के साथ ब्याज का दोहरा लाभ दे रही है। योजना में महिलाएं सावधि जमा (एफडी) के साथ-साथ आवर्ती जमा (आरडी) भी कर सकती हैं। महिलाएं आरडी की [442, 1100, 531, 1261]
wedding-col-text: विवाह योजना के तहत शासन द्वारा प्रत्येक जोड़े की शादी को सहायता प्रदान की जाती है। जो कन्या के बैंक खाते में सीधे ट्रांसफर किए जाते हैं, जिससे उसकी गृहस्थी की खुशहाली सुनिश्चित हो सके। इसके अलावा, प्रत्येक जोड़े को विवाह के समय उपहार दिया गया है समारोह में [347, 1975, 436, 2136]
lead-subhead-raat-bhraman: दिन के बाद रात में भी अफसर कर रहे भ्रमण [788, 636, 867, 662]
wedding-col-text: बरेली। मुख्यमंत्री सामूहिक विवाह योजना के अंतर्गत में 581 जोड़ों का सामूहिक विवाह संपन्न हुआ। नवविवाहित जोड़ों ने एक-दूसरे का हाथ थामकर गृहस्थ जीवन में कदम रखा। सांसद छत्रपाल गंगवार ने इस मौके पर कहा कि सामूहिक विवाह का आयोजन न केवल एक पवित्र संस्कार है, बल्कि यह समाज के विभिन्न वर्गों को एकजुट करता है। उन्होंने सभी जोड़ों से आग्रह किया कि वे अपने वैवाहिक जीवन को सद्भाव और प्यार के साथ जीते हुए समाज में योगदान दें। मुख्य विकास अधिकारी ने जानकारी दी कि मुख्यमंत्री सामूहिक [230, 1876, 340, 2106]
wedding-subheadline: जनप्रतिनिधियों और अधिकारियों ने नवविवाहित जोड़ों को आशीर्वाद दिया [237, 1832, 641, 1851]
cyan-swatch [134, 2554, 150, 2566]
registration-mark-icon [209, 2553, 225, 2566]
yellow-swatch [590, 2554, 606, 2566]
sidebar-story-headline: महाकुंभ भगदड़ में मारे गए लोगों के प्रति गहरी संवेदना [17, 289, 207, 322]
attention-headline: अटेंशन, बिजली चेकिंग के नाम पर कहीं आपके साथ फ्रॉड न हो जाए [672, 1886, 868, 1921]
